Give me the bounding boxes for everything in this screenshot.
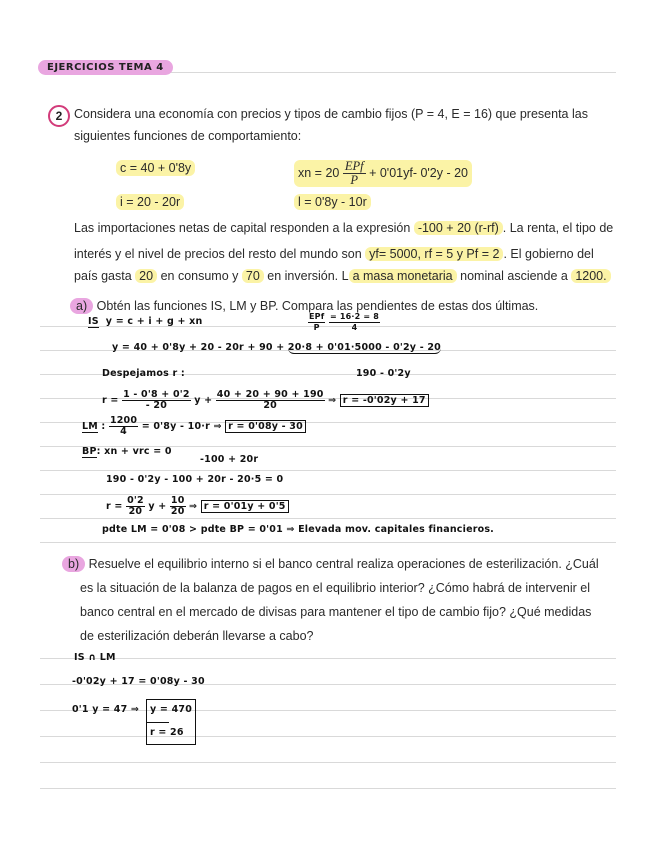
ruled-line (40, 658, 616, 659)
hw-is-lm-intersection: IS ∩ LM (74, 652, 116, 663)
equation-consumption: c = 40 + 0'8y (116, 160, 195, 176)
hw-slope-comparison: pdte LM = 0'08 > pdte BP = 0'01 ⇒ Elevada mov. capitales financieros. (102, 524, 494, 535)
hw-net-exports-value: 190 - 0'2y (356, 368, 411, 379)
is-result-box: r = -0'02y + 17 (340, 394, 429, 407)
paragraph-line2: interés y el nivel de precios del resto del mundo son yf= 5000, rf = 5 y Pf = 2 . El gobierno del (74, 247, 594, 261)
exercise-number: 2 (48, 105, 70, 127)
ruled-line (40, 470, 616, 471)
equation-investment: i = 20 - 20r (116, 194, 184, 210)
exercise-intro-line1: Considera una economía con precios y tipos de cambio fijos (P = 4, E = 16) que presenta las (74, 107, 588, 121)
hw-is-substitution: y = 40 + 0'8y + 20 - 20r + 90 + 20·8 + 0'01·5000 - 0'2y - 20 (112, 342, 441, 353)
part-a-heading: a) Obtén las funciones IS, LM y BP. Compara las pendientes de estas dos últimas. (70, 298, 538, 314)
hw-lm-line: LM : $\frac{1200}{4}$ = 0'8y - 10·r ⇒ r = 0'08y - 30 (82, 416, 306, 437)
ruled-line (40, 518, 616, 519)
equilibrium-y: y = 470 (150, 704, 192, 715)
exercise-intro-line2: siguientes funciones de comportamiento: (74, 129, 302, 143)
hw-bp-equation: 190 - 0'2y - 100 + 20r - 20·5 = 0 (106, 474, 284, 485)
hw-is-line: IS y = c + i + g + xn (88, 316, 203, 327)
hw-bp-line: BP: xn + vrc = 0 (82, 446, 172, 457)
hw-despejamos: Despejamos r : (102, 368, 185, 379)
ruled-line (40, 762, 616, 763)
hw-equilibrium-equation: -0'02y + 17 = 0'08y - 30 (72, 676, 205, 687)
lm-result-box: r = 0'08y - 30 (225, 420, 306, 433)
part-b-line1: b) Resuelve el equilibrio interno si el banco central realiza operaciones de esterilización. ¿Cuál (62, 556, 599, 572)
part-b-line2: es la situación de la balanza de pagos en el equilibrio interior? ¿Cómo habrá de intervenir el (80, 581, 591, 595)
part-b-line4: de esterilización deberán llevarse a cabo? (80, 629, 314, 643)
hw-bp-result: r = $\frac{0'2}{20}$ y + $\frac{10}{20}$ ⇒ r = 0'01y + 0'5 (106, 496, 289, 517)
bp-result-box: r = 0'01y + 0'5 (201, 500, 289, 513)
equation-net-exports: xn = 20 EPf P + 0'01yf- 0'2y - 20 (294, 160, 472, 187)
page-title: EJERCICIOS TEMA 4 (38, 60, 173, 75)
equilibrium-r: r = 26 (150, 727, 184, 738)
equation-money-demand: l = 0'8y - 10r (294, 194, 371, 210)
ruled-line (40, 736, 616, 737)
hw-equilibrium-solve: 0'1 y = 47 ⇒ (72, 704, 140, 715)
equilibrium-result-box (146, 699, 196, 745)
paragraph-line1: Las importaciones netas de capital responden a la expresión -100 + 20 (r-rf) . La renta, el tipo de (74, 221, 614, 235)
hw-ep-ratio: $\frac{\text{EPf}}{P}$ $\frac{= 16\cdot 2 = 8}{4}$ (309, 312, 380, 332)
hw-is-result: r = $\frac{1 - 0'8 + 0'2}{- 20}$ y + $\frac{40 + 20 + 90 + 190}{20}$ ⇒ r = -0'02y + 17 (102, 390, 429, 411)
hw-bp-capital-flow: -100 + 20r (200, 454, 259, 465)
ruled-line (40, 788, 616, 789)
paragraph-line3: país gasta 20 en consumo y 70 en inversión. L a masa monetaria nominal asciende a 1200. (74, 268, 611, 284)
ruled-line (40, 542, 616, 543)
part-b-line3: banco central en el mercado de divisas para mantener el tipo de cambio fijo? ¿Qué medidas (80, 605, 592, 619)
